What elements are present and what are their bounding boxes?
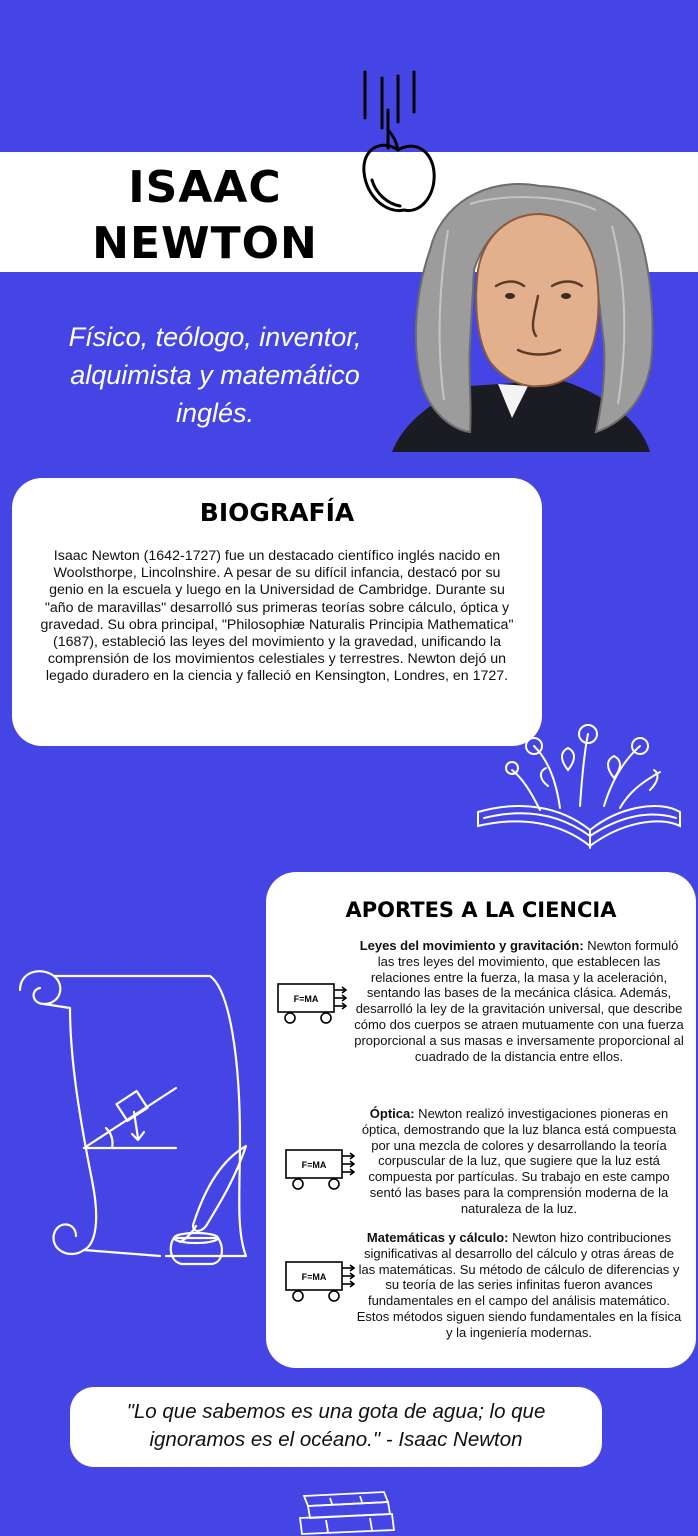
contribution-title: Matemáticas y cálculo: [366, 1230, 509, 1245]
truck-label: F=MA [301, 1160, 327, 1170]
quote-text: "Lo que sabemos es una gota de agua; lo que ignoramos es el océano." - Isaac Newton [126, 1400, 546, 1451]
contribution-text: Newton hizo contribuciones significativas al desarrollo del cálculo y otras áreas de las matemáticas. Su método de cálculo de diferencias y su teoría de las series infinitas fueron avances fundamentales en el campo del análisis matemático. Estos métodos siguen siendo fundamentales en la física y la ingeniería modernas. [356, 1230, 682, 1340]
contribution-title: Leyes del movimiento y gravitación: [359, 938, 584, 953]
subtitle: Físico, teólogo, inventor, alquimista y matemático inglés. [68, 322, 362, 428]
truck-label: F=MA [301, 1272, 327, 1282]
contributions-heading: APORTES A LA CIENCIA [345, 898, 617, 922]
biography-heading: BIOGRAFÍA [199, 498, 355, 527]
page-title: ISAAC NEWTON [92, 162, 318, 269]
contribution-title: Óptica: [369, 1106, 415, 1121]
contribution-text: Newton formuló las tres leyes del movimiento, que establecen las relaciones entre la fuerza, la masa y la aceleración, sentando las bases de la mecánica clásica. Además, desarrolló la ley de la gravitación universal, que describe cómo dos cuerpos se atraen mutuamente con una fuerza proporcional a sus masas e inversamente proporcional al cuadrado de la distancia entre ellos. [354, 938, 684, 1064]
truck-label: F=MA [293, 994, 319, 1004]
contribution-text: Newton realizó investigaciones pioneras en óptica, demostrando que la luz blanca está compuesta por una mezcla de colores y desarrollando la teoría corpuscular de la luz, que sugiere que la luz está compuesta por partículas. Su trabajo en este campo sentó las bases para la comprensión moderna de la naturaleza de la luz. [361, 1106, 677, 1216]
biography-text: Isaac Newton (1642-1727) fue un destacado científico inglés nacido en Woolsthorpe, Lincolnshire. A pesar de su difícil infancia, destacó por su genio en la escuela y luego en la Universidad de Cambridge. Durante su "año de maravillas" desarrolló sus primeras teorías sobre cálculo, óptica y gravedad. Su obra principal, "Philosophiæ Naturalis Principia Mathematica" (1687), estableció las leyes del movimiento y la gravedad, unificando la comprensión de los movimientos celestiales y terrestres. Newton dejó un legado duradero en la ciencia y falleció en Kensington, Londres, en 1727. [40, 548, 514, 685]
